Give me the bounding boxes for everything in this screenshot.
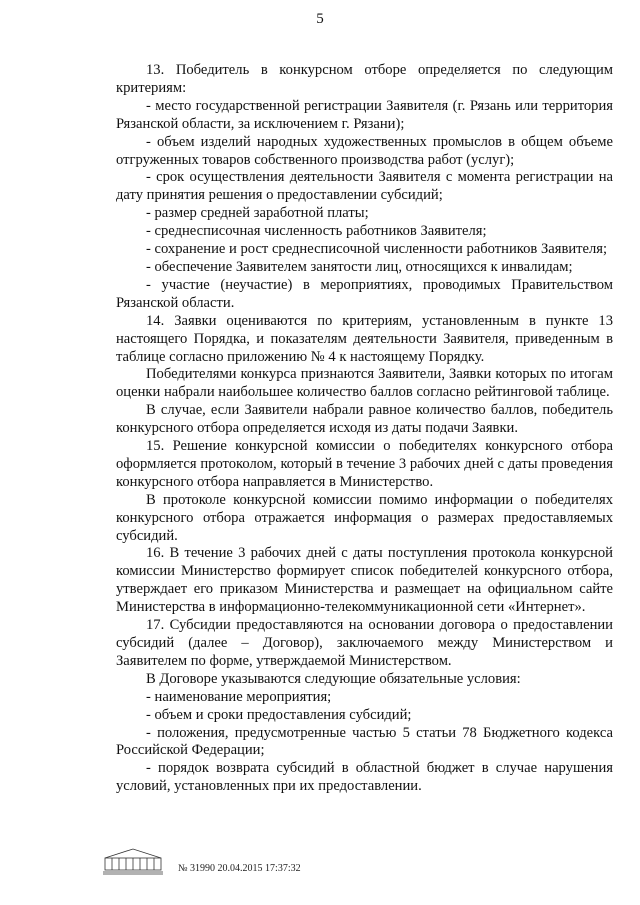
list-item: - обеспечение Заявителем занятости лиц, относящихся к инвалидам;: [146, 258, 573, 275]
paragraph: 16. В течение 3 рабочих дней с даты поступления протокола конкурсной комиссии Министерство формирует список победителей конкурсного отбора, утверждает его приказом Министерства и размещает на официальном сайте Министерства в информационно-телекоммуникационной сети «Интернет».: [116, 545, 613, 616]
list-item: - наименование мероприятия;: [146, 688, 332, 705]
paragraph: Победителями конкурса признаются Заявители, Заявки которых по итогам оценки набрали наибольшее количество баллов согласно рейтинговой таблице.: [116, 366, 613, 401]
list-item: - объем изделий народных художественных промыслов в общем объеме отгруженных товаров собственного производства работ (услуг);: [116, 133, 613, 168]
list-item: - среднесписочная численность работников Заявителя;: [146, 223, 487, 240]
paragraph: 13. Победитель в конкурсном отборе определяется по следующим критериям:: [116, 62, 613, 96]
list-item: - порядок возврата субсидий в областной бюджет в случае нарушения условий, установленных при их предоставлении.: [116, 760, 613, 795]
list-item: - размер средней заработной платы;: [146, 205, 369, 222]
paragraph: В случае, если Заявители набрали равное количество баллов, победитель конкурсного отбора определяется исходя из даты подачи Заявки.: [116, 402, 613, 437]
paragraph: 15. Решение конкурсной комиссии о победителях конкурсного отбора оформляется протоколом, который в течение 3 рабочих дней с даты проведения конкурсного отбора направляется в Министерство.: [116, 438, 613, 490]
list-item: - объем и сроки предоставления субсидий;: [146, 706, 412, 723]
paragraph: 14. Заявки оцениваются по критериям, установленным в пункте 13 настоящего Порядка, и показателям деятельности Заявителя, приведенным в таблице согласно приложению № 4 к настоящему Порядку.: [116, 312, 613, 365]
list-item: - положения, предусмотренные частью 5 статьи 78 Бюджетного кодекса Российской Федерации;: [116, 724, 613, 759]
paragraph: В протоколе конкурсной комиссии помимо информации о победителях конкурсного отбора отражается информация о размерах предоставляемых субсидий.: [116, 491, 613, 544]
document-body: [116, 62, 613, 796]
list-item: - место государственной регистрации Заявителя (г. Рязань или территория Рязанской области, за исключением г. Рязани);: [116, 97, 613, 132]
list-item: - сохранение и рост среднесписочной численности работников Заявителя;: [146, 241, 608, 258]
document-registration-info: № 31990 20.04.2015 17:37:32: [178, 863, 301, 874]
building-stamp-icon: [102, 846, 164, 876]
paragraph: 17. Субсидии предоставляются на основании договора о предоставлении субсидий (далее – Договор), заключаемого между Министерством и Заявителем по форме, утверждаемой Министерством.: [116, 617, 613, 669]
page-number: 5: [316, 11, 324, 27]
list-item: - участие (неучастие) в мероприятиях, проводимых Правительством Рязанской области.: [116, 276, 613, 311]
paragraph: В Договоре указываются следующие обязательные условия:: [146, 670, 521, 687]
list-item: - срок осуществления деятельности Заявителя с момента регистрации на дату принятия решения о предоставлении субсидий;: [116, 169, 613, 204]
